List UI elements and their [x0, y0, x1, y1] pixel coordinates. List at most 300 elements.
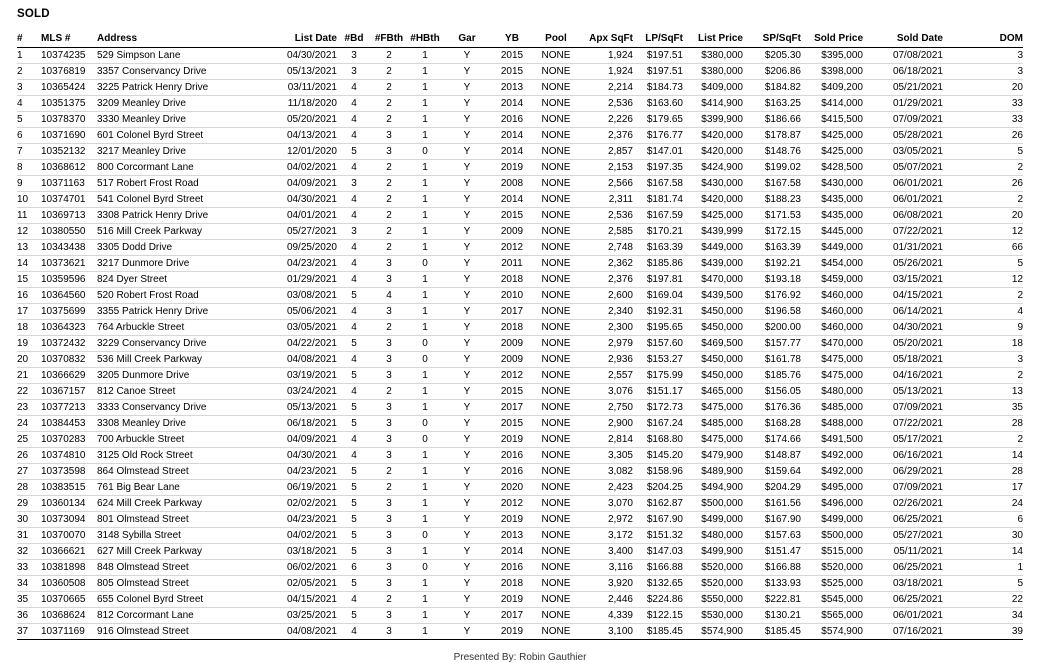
cell-address: 3308 Patrick Henry Drive	[97, 208, 267, 224]
cell-sp-sqft: $148.76	[743, 144, 801, 160]
cell-num: 8	[17, 160, 41, 176]
cell-pool: NONE	[533, 160, 579, 176]
cell-dom: 14	[943, 544, 1023, 560]
cell-list-date: 04/01/2021	[267, 208, 337, 224]
cell-dom: 12	[943, 272, 1023, 288]
cell-pool: NONE	[533, 512, 579, 528]
cell-list-price: $499,000	[683, 512, 743, 528]
col-header-fbth: #FBth	[371, 30, 407, 48]
cell-sold-date: 04/16/2021	[863, 368, 943, 384]
cell-list-price: $574,900	[683, 624, 743, 640]
cell-yb: 2017	[491, 304, 533, 320]
cell-sqft: 2,362	[579, 256, 633, 272]
cell-sqft: 2,300	[579, 320, 633, 336]
cell-lp-sqft: $162.87	[633, 496, 683, 512]
table-body	[17, 48, 1023, 640]
cell-fbth: 2	[371, 176, 407, 192]
cell-fbth: 3	[371, 128, 407, 144]
cell-mls: 10368624	[41, 608, 97, 624]
cell-gar: Y	[443, 176, 491, 192]
cell-list-price: $470,000	[683, 272, 743, 288]
cell-address: 3217 Dunmore Drive	[97, 256, 267, 272]
cell-fbth: 2	[371, 464, 407, 480]
cell-address: 700 Arbuckle Street	[97, 432, 267, 448]
cell-yb: 2016	[491, 448, 533, 464]
cell-list-price: $450,000	[683, 352, 743, 368]
cell-address: 3205 Dunmore Drive	[97, 368, 267, 384]
cell-address: 3148 Sybilla Street	[97, 528, 267, 544]
cell-yb: 2013	[491, 528, 533, 544]
cell-list-date: 05/27/2021	[267, 224, 337, 240]
cell-sold-date: 07/09/2021	[863, 112, 943, 128]
cell-hbth: 1	[407, 544, 443, 560]
cell-address: 3355 Patrick Henry Drive	[97, 304, 267, 320]
table-row	[17, 512, 1023, 528]
cell-yb: 2020	[491, 480, 533, 496]
cell-sold-price: $515,000	[801, 544, 863, 560]
cell-sold-date: 07/16/2021	[863, 624, 943, 640]
cell-yb: 2018	[491, 320, 533, 336]
cell-dom: 13	[943, 384, 1023, 400]
cell-sqft: 2,814	[579, 432, 633, 448]
cell-lp-sqft: $151.17	[633, 384, 683, 400]
cell-pool: NONE	[533, 336, 579, 352]
cell-gar: Y	[443, 272, 491, 288]
cell-fbth: 3	[371, 512, 407, 528]
table-row	[17, 128, 1023, 144]
col-header-dom: DOM	[943, 30, 1023, 48]
cell-gar: Y	[443, 400, 491, 416]
cell-list-price: $500,000	[683, 496, 743, 512]
cell-sold-price: $485,000	[801, 400, 863, 416]
cell-sqft: 2,566	[579, 176, 633, 192]
cell-mls: 10343438	[41, 240, 97, 256]
cell-bd: 5	[337, 512, 371, 528]
cell-bd: 4	[337, 432, 371, 448]
cell-address: 3229 Conservancy Drive	[97, 336, 267, 352]
cell-fbth: 3	[371, 496, 407, 512]
cell-hbth: 1	[407, 272, 443, 288]
cell-sp-sqft: $185.76	[743, 368, 801, 384]
cell-address: 655 Colonel Byrd Street	[97, 592, 267, 608]
cell-bd: 3	[337, 224, 371, 240]
cell-num: 35	[17, 592, 41, 608]
cell-address: 529 Simpson Lane	[97, 48, 267, 64]
cell-gar: Y	[443, 496, 491, 512]
cell-fbth: 3	[371, 560, 407, 576]
cell-lp-sqft: $224.86	[633, 592, 683, 608]
cell-dom: 39	[943, 624, 1023, 640]
cell-sold-date: 05/21/2021	[863, 80, 943, 96]
cell-yb: 2011	[491, 256, 533, 272]
cell-sold-date: 07/22/2021	[863, 224, 943, 240]
cell-fbth: 2	[371, 240, 407, 256]
cell-sp-sqft: $133.93	[743, 576, 801, 592]
table-row	[17, 336, 1023, 352]
table-row	[17, 320, 1023, 336]
cell-bd: 4	[337, 160, 371, 176]
cell-address: 3330 Meanley Drive	[97, 112, 267, 128]
cell-sold-price: $460,000	[801, 288, 863, 304]
cell-num: 30	[17, 512, 41, 528]
cell-sold-price: $425,000	[801, 128, 863, 144]
cell-list-date: 04/09/2021	[267, 176, 337, 192]
cell-mls: 10374810	[41, 448, 97, 464]
cell-sp-sqft: $193.18	[743, 272, 801, 288]
cell-mls: 10370070	[41, 528, 97, 544]
col-header-mls: MLS #	[41, 30, 97, 48]
col-header-sqft: Apx SqFt	[579, 30, 633, 48]
cell-hbth: 1	[407, 224, 443, 240]
cell-gar: Y	[443, 336, 491, 352]
cell-gar: Y	[443, 592, 491, 608]
cell-num: 17	[17, 304, 41, 320]
cell-bd: 4	[337, 320, 371, 336]
cell-sold-date: 06/14/2021	[863, 304, 943, 320]
cell-dom: 22	[943, 592, 1023, 608]
cell-list-date: 05/06/2021	[267, 304, 337, 320]
cell-sold-date: 05/18/2021	[863, 352, 943, 368]
cell-sqft: 3,172	[579, 528, 633, 544]
cell-pool: NONE	[533, 48, 579, 64]
cell-sold-date: 01/29/2021	[863, 96, 943, 112]
cell-sold-date: 06/01/2021	[863, 608, 943, 624]
cell-gar: Y	[443, 48, 491, 64]
cell-list-date: 04/23/2021	[267, 256, 337, 272]
table-row	[17, 576, 1023, 592]
cell-sqft: 2,585	[579, 224, 633, 240]
cell-hbth: 1	[407, 48, 443, 64]
cell-mls: 10366629	[41, 368, 97, 384]
cell-yb: 2019	[491, 432, 533, 448]
table-header-row	[17, 30, 1023, 48]
cell-sold-date: 02/26/2021	[863, 496, 943, 512]
cell-fbth: 4	[371, 288, 407, 304]
cell-bd: 3	[337, 48, 371, 64]
cell-sold-date: 05/17/2021	[863, 432, 943, 448]
cell-num: 4	[17, 96, 41, 112]
cell-sp-sqft: $222.81	[743, 592, 801, 608]
cell-address: 3308 Meanley Drive	[97, 416, 267, 432]
table-row	[17, 352, 1023, 368]
cell-hbth: 1	[407, 176, 443, 192]
cell-sold-date: 06/25/2021	[863, 592, 943, 608]
cell-pool: NONE	[533, 96, 579, 112]
cell-bd: 5	[337, 576, 371, 592]
cell-yb: 2019	[491, 592, 533, 608]
cell-list-price: $499,900	[683, 544, 743, 560]
cell-sp-sqft: $184.82	[743, 80, 801, 96]
cell-sp-sqft: $185.45	[743, 624, 801, 640]
cell-gar: Y	[443, 368, 491, 384]
cell-fbth: 3	[371, 304, 407, 320]
cell-list-price: $479,900	[683, 448, 743, 464]
cell-sp-sqft: $167.90	[743, 512, 801, 528]
cell-address: 541 Colonel Byrd Street	[97, 192, 267, 208]
cell-fbth: 3	[371, 416, 407, 432]
cell-mls: 10373598	[41, 464, 97, 480]
cell-sold-price: $520,000	[801, 560, 863, 576]
cell-pool: NONE	[533, 576, 579, 592]
cell-sqft: 3,116	[579, 560, 633, 576]
cell-list-price: $399,900	[683, 112, 743, 128]
cell-fbth: 3	[371, 272, 407, 288]
cell-bd: 4	[337, 256, 371, 272]
cell-sqft: 2,979	[579, 336, 633, 352]
cell-yb: 2014	[491, 96, 533, 112]
cell-fbth: 2	[371, 80, 407, 96]
cell-sold-price: $428,500	[801, 160, 863, 176]
col-header-lp-sqft: LP/SqFt	[633, 30, 683, 48]
table-row	[17, 544, 1023, 560]
cell-list-date: 03/19/2021	[267, 368, 337, 384]
cell-sqft: 2,340	[579, 304, 633, 320]
cell-dom: 35	[943, 400, 1023, 416]
cell-num: 20	[17, 352, 41, 368]
cell-sold-price: $415,500	[801, 112, 863, 128]
cell-mls: 10383515	[41, 480, 97, 496]
cell-bd: 4	[337, 208, 371, 224]
cell-list-date: 06/18/2021	[267, 416, 337, 432]
cell-list-date: 03/25/2021	[267, 608, 337, 624]
cell-sold-date: 07/08/2021	[863, 48, 943, 64]
cell-num: 10	[17, 192, 41, 208]
cell-sp-sqft: $159.64	[743, 464, 801, 480]
cell-list-date: 01/29/2021	[267, 272, 337, 288]
cell-yb: 2019	[491, 624, 533, 640]
cell-address: 812 Canoe Street	[97, 384, 267, 400]
table-row	[17, 208, 1023, 224]
cell-bd: 4	[337, 128, 371, 144]
presented-by-footer: Presented By: Robin Gauthier	[453, 652, 587, 663]
cell-gar: Y	[443, 288, 491, 304]
cell-list-date: 03/05/2021	[267, 320, 337, 336]
cell-num: 14	[17, 256, 41, 272]
cell-pool: NONE	[533, 464, 579, 480]
table-row	[17, 448, 1023, 464]
cell-fbth: 3	[371, 352, 407, 368]
cell-hbth: 1	[407, 320, 443, 336]
cell-gar: Y	[443, 432, 491, 448]
cell-bd: 4	[337, 272, 371, 288]
cell-sold-price: $475,000	[801, 352, 863, 368]
cell-fbth: 3	[371, 144, 407, 160]
cell-address: 3333 Conservancy Drive	[97, 400, 267, 416]
cell-list-date: 04/15/2021	[267, 592, 337, 608]
cell-lp-sqft: $197.81	[633, 272, 683, 288]
cell-sp-sqft: $157.77	[743, 336, 801, 352]
cell-hbth: 1	[407, 608, 443, 624]
cell-sqft: 2,226	[579, 112, 633, 128]
cell-yb: 2016	[491, 464, 533, 480]
cell-mls: 10370832	[41, 352, 97, 368]
col-header-address: Address	[97, 30, 267, 48]
table-row	[17, 560, 1023, 576]
cell-hbth: 1	[407, 208, 443, 224]
cell-mls: 10377213	[41, 400, 97, 416]
cell-fbth: 2	[371, 384, 407, 400]
cell-sold-price: $395,000	[801, 48, 863, 64]
cell-mls: 10371163	[41, 176, 97, 192]
cell-bd: 4	[337, 240, 371, 256]
cell-sp-sqft: $157.63	[743, 528, 801, 544]
cell-lp-sqft: $147.03	[633, 544, 683, 560]
cell-num: 32	[17, 544, 41, 560]
cell-list-price: $420,000	[683, 128, 743, 144]
cell-sold-date: 01/31/2021	[863, 240, 943, 256]
cell-sp-sqft: $172.15	[743, 224, 801, 240]
cell-sold-date: 05/27/2021	[863, 528, 943, 544]
cell-list-price: $409,000	[683, 80, 743, 96]
cell-list-price: $550,000	[683, 592, 743, 608]
cell-list-date: 04/23/2021	[267, 512, 337, 528]
cell-num: 7	[17, 144, 41, 160]
cell-hbth: 1	[407, 304, 443, 320]
cell-gar: Y	[443, 256, 491, 272]
cell-pool: NONE	[533, 64, 579, 80]
cell-mls: 10367157	[41, 384, 97, 400]
cell-yb: 2015	[491, 208, 533, 224]
cell-sp-sqft: $204.29	[743, 480, 801, 496]
cell-sqft: 2,214	[579, 80, 633, 96]
cell-num: 12	[17, 224, 41, 240]
cell-lp-sqft: $176.77	[633, 128, 683, 144]
cell-lp-sqft: $163.39	[633, 240, 683, 256]
cell-dom: 5	[943, 144, 1023, 160]
cell-address: 800 Corcormant Lane	[97, 160, 267, 176]
cell-bd: 3	[337, 176, 371, 192]
cell-address: 764 Arbuckle Street	[97, 320, 267, 336]
table-row	[17, 240, 1023, 256]
cell-bd: 4	[337, 624, 371, 640]
cell-list-date: 02/05/2021	[267, 576, 337, 592]
cell-address: 601 Colonel Byrd Street	[97, 128, 267, 144]
cell-list-date: 12/01/2020	[267, 144, 337, 160]
cell-sqft: 2,153	[579, 160, 633, 176]
cell-dom: 2	[943, 368, 1023, 384]
cell-lp-sqft: $163.60	[633, 96, 683, 112]
cell-hbth: 1	[407, 160, 443, 176]
cell-yb: 2009	[491, 224, 533, 240]
cell-sold-price: $492,000	[801, 464, 863, 480]
cell-bd: 5	[337, 368, 371, 384]
cell-pool: NONE	[533, 384, 579, 400]
cell-gar: Y	[443, 512, 491, 528]
cell-mls: 10364560	[41, 288, 97, 304]
cell-list-price: $475,000	[683, 432, 743, 448]
cell-dom: 33	[943, 96, 1023, 112]
cell-bd: 4	[337, 384, 371, 400]
table-row	[17, 80, 1023, 96]
cell-gar: Y	[443, 448, 491, 464]
cell-sold-date: 05/20/2021	[863, 336, 943, 352]
cell-yb: 2015	[491, 64, 533, 80]
cell-dom: 3	[943, 64, 1023, 80]
cell-fbth: 3	[371, 544, 407, 560]
cell-bd: 4	[337, 448, 371, 464]
cell-sqft: 2,376	[579, 272, 633, 288]
col-header-num: #	[17, 30, 41, 48]
cell-dom: 28	[943, 464, 1023, 480]
table-row	[17, 400, 1023, 416]
cell-sold-price: $430,000	[801, 176, 863, 192]
cell-yb: 2015	[491, 384, 533, 400]
cell-mls: 10381898	[41, 560, 97, 576]
cell-list-price: $420,000	[683, 144, 743, 160]
cell-mls: 10370665	[41, 592, 97, 608]
cell-gar: Y	[443, 160, 491, 176]
cell-hbth: 1	[407, 512, 443, 528]
cell-num: 6	[17, 128, 41, 144]
cell-mls: 10370283	[41, 432, 97, 448]
cell-hbth: 1	[407, 384, 443, 400]
cell-lp-sqft: $197.51	[633, 64, 683, 80]
cell-sp-sqft: $163.25	[743, 96, 801, 112]
cell-yb: 2019	[491, 160, 533, 176]
cell-pool: NONE	[533, 272, 579, 288]
cell-sp-sqft: $148.87	[743, 448, 801, 464]
cell-list-date: 04/08/2021	[267, 624, 337, 640]
cell-sold-date: 04/15/2021	[863, 288, 943, 304]
cell-pool: NONE	[533, 144, 579, 160]
cell-address: 536 Mill Creek Parkway	[97, 352, 267, 368]
cell-sold-price: $480,000	[801, 384, 863, 400]
cell-lp-sqft: $166.88	[633, 560, 683, 576]
cell-list-price: $414,900	[683, 96, 743, 112]
col-header-bd: #Bd	[337, 30, 371, 48]
cell-dom: 34	[943, 608, 1023, 624]
cell-address: 3357 Conservancy Drive	[97, 64, 267, 80]
cell-dom: 14	[943, 448, 1023, 464]
cell-list-price: $465,000	[683, 384, 743, 400]
cell-num: 16	[17, 288, 41, 304]
cell-address: 824 Dyer Street	[97, 272, 267, 288]
cell-hbth: 1	[407, 80, 443, 96]
cell-mls: 10374235	[41, 48, 97, 64]
cell-list-price: $430,000	[683, 176, 743, 192]
cell-list-price: $520,000	[683, 576, 743, 592]
cell-gar: Y	[443, 240, 491, 256]
cell-yb: 2016	[491, 112, 533, 128]
cell-pool: NONE	[533, 256, 579, 272]
cell-address: 864 Olmstead Street	[97, 464, 267, 480]
cell-lp-sqft: $153.27	[633, 352, 683, 368]
cell-mls: 10368612	[41, 160, 97, 176]
cell-sold-date: 05/26/2021	[863, 256, 943, 272]
cell-pool: NONE	[533, 528, 579, 544]
cell-sp-sqft: $188.23	[743, 192, 801, 208]
cell-bd: 5	[337, 464, 371, 480]
cell-bd: 6	[337, 560, 371, 576]
table-row	[17, 176, 1023, 192]
report-title: SOLD	[17, 8, 50, 20]
cell-list-date: 04/02/2021	[267, 160, 337, 176]
cell-bd: 4	[337, 304, 371, 320]
cell-sold-date: 06/25/2021	[863, 512, 943, 528]
cell-fbth: 2	[371, 96, 407, 112]
cell-mls: 10369713	[41, 208, 97, 224]
cell-mls: 10366621	[41, 544, 97, 560]
cell-gar: Y	[443, 464, 491, 480]
cell-address: 517 Robert Frost Road	[97, 176, 267, 192]
cell-lp-sqft: $192.31	[633, 304, 683, 320]
cell-sold-price: $470,000	[801, 336, 863, 352]
cell-sold-date: 05/28/2021	[863, 128, 943, 144]
cell-sp-sqft: $166.88	[743, 560, 801, 576]
cell-bd: 5	[337, 528, 371, 544]
cell-sqft: 3,082	[579, 464, 633, 480]
cell-num: 13	[17, 240, 41, 256]
